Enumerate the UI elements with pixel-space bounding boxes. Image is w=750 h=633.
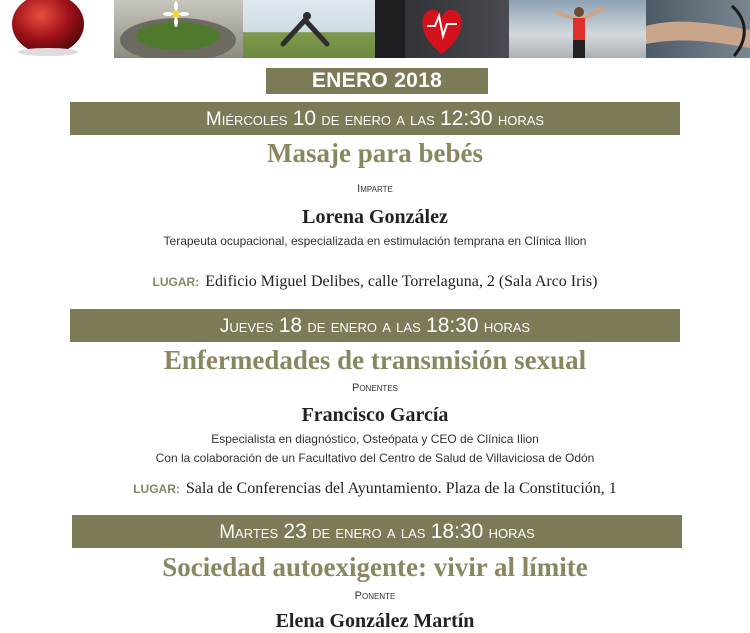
heart-icon [375, 0, 509, 58]
event-time: 18:30 [430, 520, 484, 543]
blood-pressure-photo [646, 0, 750, 58]
event-date-bar [70, 102, 680, 135]
daisy-stone-photo [114, 0, 243, 58]
daisy-icon [114, 0, 243, 58]
runner-icon [509, 0, 646, 58]
location-text: Edificio Miguel Delibes, calle Torrelaguna, 2 (Sala Arco Iris) [205, 273, 598, 290]
event-time-suffix: horas [497, 109, 545, 130]
apple-icon [0, 0, 114, 58]
location-label: LUGAR: [152, 275, 200, 289]
event-date-bar [70, 309, 680, 342]
event-weekday: Martes [219, 522, 279, 543]
event-location [0, 480, 750, 498]
heart-ecg-photo [375, 0, 509, 58]
yoga-photo [243, 0, 375, 58]
event-day: 18 [278, 314, 303, 337]
apple-photo [0, 0, 114, 58]
speaker-description: Terapeuta ocupacional, especializada en estimulación temprana en Clínica Ilion [163, 234, 587, 248]
event-title: Masaje para bebés [267, 138, 483, 168]
event-time: 12:30 [440, 107, 493, 130]
event-role: Imparte [357, 183, 393, 195]
event-title: Enfermedades de transmisión sexual [163, 345, 587, 375]
event-weekday: Jueves [219, 316, 274, 337]
yoga-figure-icon [243, 0, 375, 58]
event-date-bar [72, 515, 682, 548]
header-photo-strip [0, 0, 750, 58]
speaker-description: Especialista en diagnóstico, Osteópata y CEO de Clínica Ilion [211, 432, 539, 446]
speaker-name: Elena González Martín [275, 610, 475, 632]
location-label: LUGAR: [133, 482, 180, 496]
event-day: 23 [283, 520, 307, 543]
event-weekday: Miércoles [205, 109, 288, 130]
month-banner: ENERO 2018 [266, 68, 488, 94]
event-date-mid: de enero a las [307, 316, 421, 337]
event-date-mid: de enero a las [312, 522, 426, 543]
event-time-suffix: horas [483, 316, 531, 337]
event-location [0, 273, 750, 291]
event-day: 10 [292, 107, 317, 130]
event-date-mid: de enero a las [321, 109, 435, 130]
event-role: Ponentes [351, 382, 398, 394]
speaker-name: Francisco García [301, 404, 449, 426]
speaker-name: Lorena González [302, 206, 448, 228]
speaker-description: Con la colaboración de un Facultativo del Centro de Salud de Villaviciosa de Odón [155, 451, 595, 465]
location-text: Sala de Conferencias del Ayuntamiento. Plaza de la Constitución, 1 [185, 480, 617, 497]
event-title: Sociedad autoexigente: vivir al límite [162, 552, 588, 582]
blood-pressure-cuff-icon [646, 0, 750, 58]
event-time-suffix: horas [488, 522, 535, 543]
event-time: 18:30 [426, 314, 479, 337]
event-role: Ponente [354, 590, 396, 602]
runner-photo [509, 0, 646, 58]
